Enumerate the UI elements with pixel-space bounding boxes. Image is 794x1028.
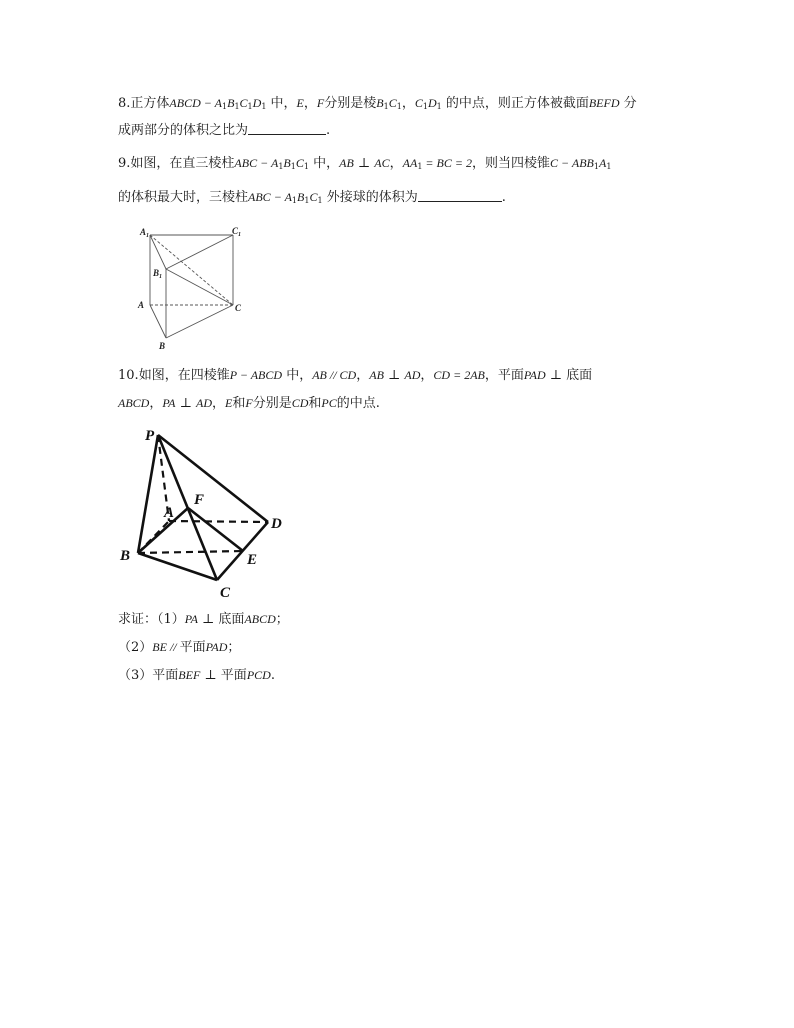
edge-a1c-hidden	[150, 235, 233, 305]
edge-b1c	[166, 269, 233, 305]
answer-blank	[248, 122, 326, 135]
label-c: C	[235, 303, 242, 313]
label-b: B	[159, 341, 166, 351]
label-a1: $A_1$	[140, 227, 150, 239]
edge-ab	[150, 305, 166, 338]
label-e: E	[247, 552, 258, 568]
label-b: B	[120, 548, 131, 564]
label-c1: $C_1$	[232, 226, 242, 238]
answer-blank	[418, 189, 502, 202]
proof-3: （3）平面BEF ⊥ 平面PCD.	[118, 668, 275, 683]
q8-line2: 成两部分的体积之比为 .	[118, 123, 331, 138]
label-b1: $B_1$	[153, 268, 163, 280]
q10-line1: 10.如图，在四棱锥P − ABCD 中，AB // CD，AB ⊥ AD，CD = 2AB，平面PAD ⊥ 底面	[118, 368, 593, 383]
q9-line2: 的体积最大时，三棱柱ABC − $A_1B_1C_1$ 外接球的体积为 .	[118, 190, 506, 205]
label-c: C	[220, 585, 231, 601]
edge-ad-hidden	[169, 521, 268, 522]
q8-line1: 8.正方体ABCD − $A_1B_1C_1D_1$ 中，E，F分别是棱$B_1C_1$，$C_1D_1$ 的中点，则正方体被截面BEFD 分	[118, 96, 637, 111]
q9-line1: 9.如图，在直三棱柱ABC − $A_1B_1C_1$ 中，AB ⊥ AC，$AA_1$ = BC = 2，则当四棱锥$C - ABB_1A_1$	[118, 156, 612, 171]
edge-be-hidden	[138, 551, 243, 553]
edge-a1b1	[150, 235, 166, 269]
label-d: D	[271, 516, 282, 532]
pyramid-figure	[116, 420, 296, 602]
edge-bc	[166, 305, 233, 338]
label-a: A	[138, 300, 145, 310]
prism-figure	[128, 222, 248, 352]
proof-1: 求证：（1）PA ⊥ 底面ABCD；	[118, 612, 289, 627]
label-a: A	[164, 505, 175, 521]
proof-2: （2）BE // 平面PAD；	[118, 640, 241, 655]
q10-line2: ABCD，PA ⊥ AD，E和F分别是CD和PC的中点.	[118, 396, 380, 411]
label-f: F	[194, 492, 205, 508]
edge-b1c1	[166, 235, 233, 269]
edge-bc	[138, 553, 217, 580]
label-p: P	[145, 428, 155, 444]
